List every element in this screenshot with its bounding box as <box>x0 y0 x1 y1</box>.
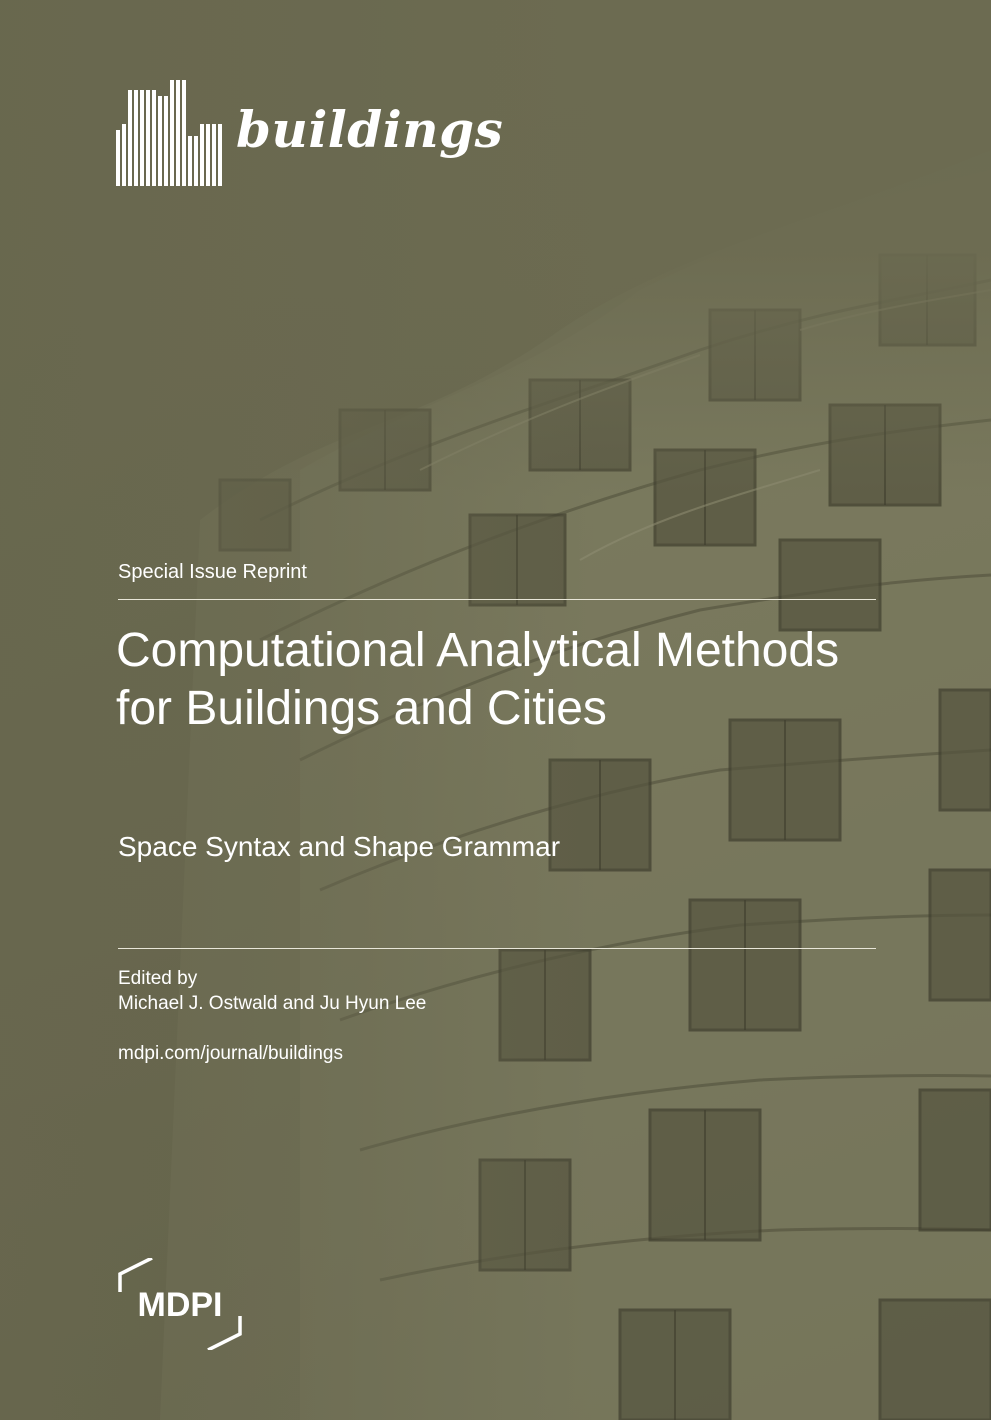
publisher-name: MDPI <box>137 1286 223 1324</box>
divider-bottom <box>118 948 876 949</box>
book-subtitle: Space Syntax and Shape Grammar <box>118 831 561 862</box>
divider-top <box>118 599 876 600</box>
mdpi-logo-icon <box>112 1258 248 1350</box>
edited-by-label: Edited by <box>118 968 198 989</box>
book-title: Computational Analytical Methods for Buildings and Cities <box>116 624 840 735</box>
journal-url: mdpi.com/journal/buildings <box>118 1043 343 1064</box>
journal-name: buildings <box>236 100 504 159</box>
reprint-label: Special Issue Reprint <box>118 561 307 583</box>
buildings-logo-icon <box>116 80 226 186</box>
editors: Michael J. Ostwald and Ju Hyun Lee <box>118 993 427 1014</box>
